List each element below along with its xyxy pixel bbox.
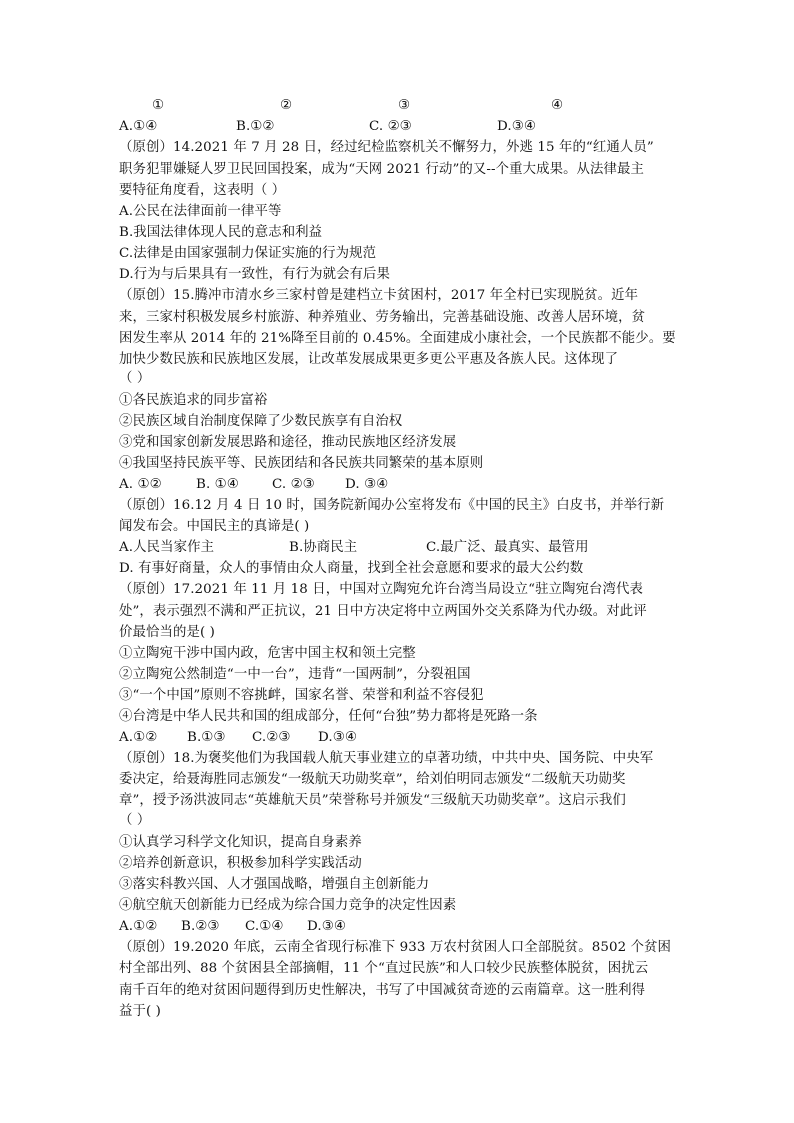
q13-option-c: C. ②③ bbox=[369, 119, 412, 134]
q18-item-1: ①认真学习科学文化知识，提高自身素养 bbox=[119, 835, 362, 850]
q19-stem-line: 南千百年的绝对贫困问题得到历史性解决，书写了中国减贫奇迹的云南篇章。这一胜利得 bbox=[119, 983, 646, 998]
q16-option-d: D. 有事好商量，众人的事情由众人商量，找到全社会意愿和要求的最大公约数 bbox=[119, 561, 584, 576]
q19-stem-line: （原创）19.2020 年底，云南全省现行标准下 933 万农村贫困人口全部脱贫。8502 个贫困 bbox=[119, 940, 672, 955]
q17-item-4: ④台湾是中华人民共和国的组成部分，任何“台独”势力都将是死路一条 bbox=[119, 709, 538, 724]
q13-option-d: D.③④ bbox=[497, 119, 536, 134]
q17-item-2: ②立陶宛公然制造“一中一台”，违背“一国两制”，分裂祖国 bbox=[119, 667, 471, 682]
q15-stem-line: 来，三家村积极发展乡村旅游、种养殖业、劳务输出，完善基础设施、改善人居环境，贫 bbox=[119, 310, 646, 325]
q15-stem-line: 加快少数民族和民族地区发展，让改革发展成果更多更公平惠及各族人民。这体现了 bbox=[119, 352, 619, 367]
q14-stem-line: （原创）14.2021 年 7 月 28 日，经过纪检监察机关不懈努力，外逃 15 年的“红通人员” bbox=[119, 140, 654, 155]
q17-option-c: C.②③ bbox=[252, 730, 291, 745]
q17-stem-line: （原创）17.2021 年 11 月 18 日，中国对立陶宛允许台湾当局设立“驻立陶宛台湾代表 bbox=[119, 582, 643, 597]
q17-item-3: ③“一个中国”原则不容挑衅，国家名誉、荣誉和利益不容侵犯 bbox=[119, 688, 484, 703]
q14-option-a: A.公民在法律面前一律平等 bbox=[119, 204, 282, 219]
q18-stem-line: 委决定，给聂海胜同志颁发“一级航天功勋奖章”，给刘伯明同志颁发“二级航天功勋奖 bbox=[119, 772, 626, 787]
q16-option-b: B.协商民主 bbox=[289, 540, 358, 555]
q14-option-c: C.法律是由国家强制力保证实施的行为规范 bbox=[119, 246, 377, 261]
q13-option-markers bbox=[0, 98, 794, 116]
q18-option-c: C.①④ bbox=[245, 919, 284, 934]
q15-option-a: A. ①② bbox=[119, 477, 162, 492]
q18-item-3: ③落实科教兴国、人才强国战略，增强自主创新能力 bbox=[119, 877, 430, 892]
q15-option-c: C. ②③ bbox=[272, 477, 315, 492]
q15-option-b: B. ①④ bbox=[196, 477, 239, 492]
q18-option-d: D.③④ bbox=[307, 919, 346, 934]
q18-item-2: ②培养创新意识，积极参加科学实践活动 bbox=[119, 856, 362, 871]
q18-item-4: ④航空航天创新能力已经成为综合国力竞争的决定性因素 bbox=[119, 898, 457, 913]
q16-stem-line: （原创）16.12 月 4 日 10 时，国务院新闻办公室将发布《中国的民主》白皮书，并举行新 bbox=[119, 498, 665, 513]
marker-4: ④ bbox=[551, 98, 564, 113]
q13-option-b: B.①② bbox=[236, 119, 275, 134]
q17-option-d: D.③④ bbox=[318, 730, 357, 745]
q17-option-b: B.①③ bbox=[187, 730, 226, 745]
q14-option-b: B.我国法律体现人民的意志和利益 bbox=[119, 225, 323, 240]
q18-option-b: B.②③ bbox=[181, 919, 220, 934]
q15-item-3: ③党和国家创新发展思路和途径，推动民族地区经济发展 bbox=[119, 435, 457, 450]
q15-item-4: ④我国坚持民族平等、民族团结和各民族共同繁荣的基本原则 bbox=[119, 456, 484, 471]
q17-options-row bbox=[0, 729, 794, 747]
q15-options-row bbox=[0, 476, 794, 494]
q14-option-d: D.行为与后果具有一致性，有行为就会有后果 bbox=[119, 267, 391, 282]
q19-stem-line: 益于( ) bbox=[119, 1004, 161, 1019]
q19-stem-line: 村全部出列、88 个贫困县全部摘帽，11 个“直过民族”和人口较少民族整体脱贫，困扰云 bbox=[119, 961, 649, 976]
q18-stem-line: （原创）18.为褒奖他们为我国载人航天事业建立的卓著功绩，中共中央、国务院、中央军 bbox=[119, 751, 654, 766]
q17-option-a: A.①② bbox=[119, 730, 158, 745]
marker-3: ③ bbox=[398, 98, 411, 113]
q16-stem-line: 闻发布会。中国民主的真谛是( ) bbox=[119, 519, 310, 534]
q17-item-1: ①立陶宛干涉中国内政，危害中国主权和领土完整 bbox=[119, 646, 416, 661]
marker-2: ② bbox=[280, 98, 293, 113]
q18-options-row bbox=[0, 918, 794, 936]
q13-option-a: A.①④ bbox=[119, 119, 158, 134]
q15-stem-line: 困发生率从 2014 年的 21%降至目前的 0.45%。全面建成小康社会，一个民族都不能少。要 bbox=[119, 331, 676, 346]
q18-option-a: A.①② bbox=[119, 919, 158, 934]
q15-item-1: ①各民族追求的同步富裕 bbox=[119, 393, 268, 408]
marker-1: ① bbox=[152, 98, 165, 113]
q15-item-2: ②民族区域自治制度保障了少数民族享有自治权 bbox=[119, 414, 403, 429]
q16-options-row bbox=[0, 539, 794, 557]
q15-answer-blank: （ ） bbox=[119, 371, 151, 386]
q16-option-c: C.最广泛、最真实、最管用 bbox=[426, 540, 589, 555]
q15-option-d: D. ③④ bbox=[345, 477, 389, 492]
q14-stem-line: 要特征角度看，这表明（ ） bbox=[119, 183, 286, 198]
q18-stem-line: 章”，授予汤洪波同志“英雄航天员”荣誉称号并颁发“三级航天功勋奖章”。这启示我们 bbox=[119, 793, 626, 808]
q18-answer-blank: （ ） bbox=[119, 813, 151, 828]
q15-stem-line: （原创）15.腾冲市清水乡三家村曾是建档立卡贫困村，2017 年全村已实现脱贫。近年 bbox=[119, 288, 639, 303]
q17-stem-line: 处”，表示强烈不满和严正抗议，21 日中方决定将中立两国外交关系降为代办级。对此评 bbox=[119, 604, 647, 619]
q17-stem-line: 价最恰当的是( ) bbox=[119, 625, 215, 640]
q16-option-a: A.人民当家作主 bbox=[119, 540, 215, 555]
q14-stem-line: 职务犯罪嫌疑人罗卫民回国投案，成为“天网 2021 行动”的又--个重大成果。从法律最主 bbox=[119, 162, 645, 177]
q13-options-row bbox=[0, 118, 794, 136]
